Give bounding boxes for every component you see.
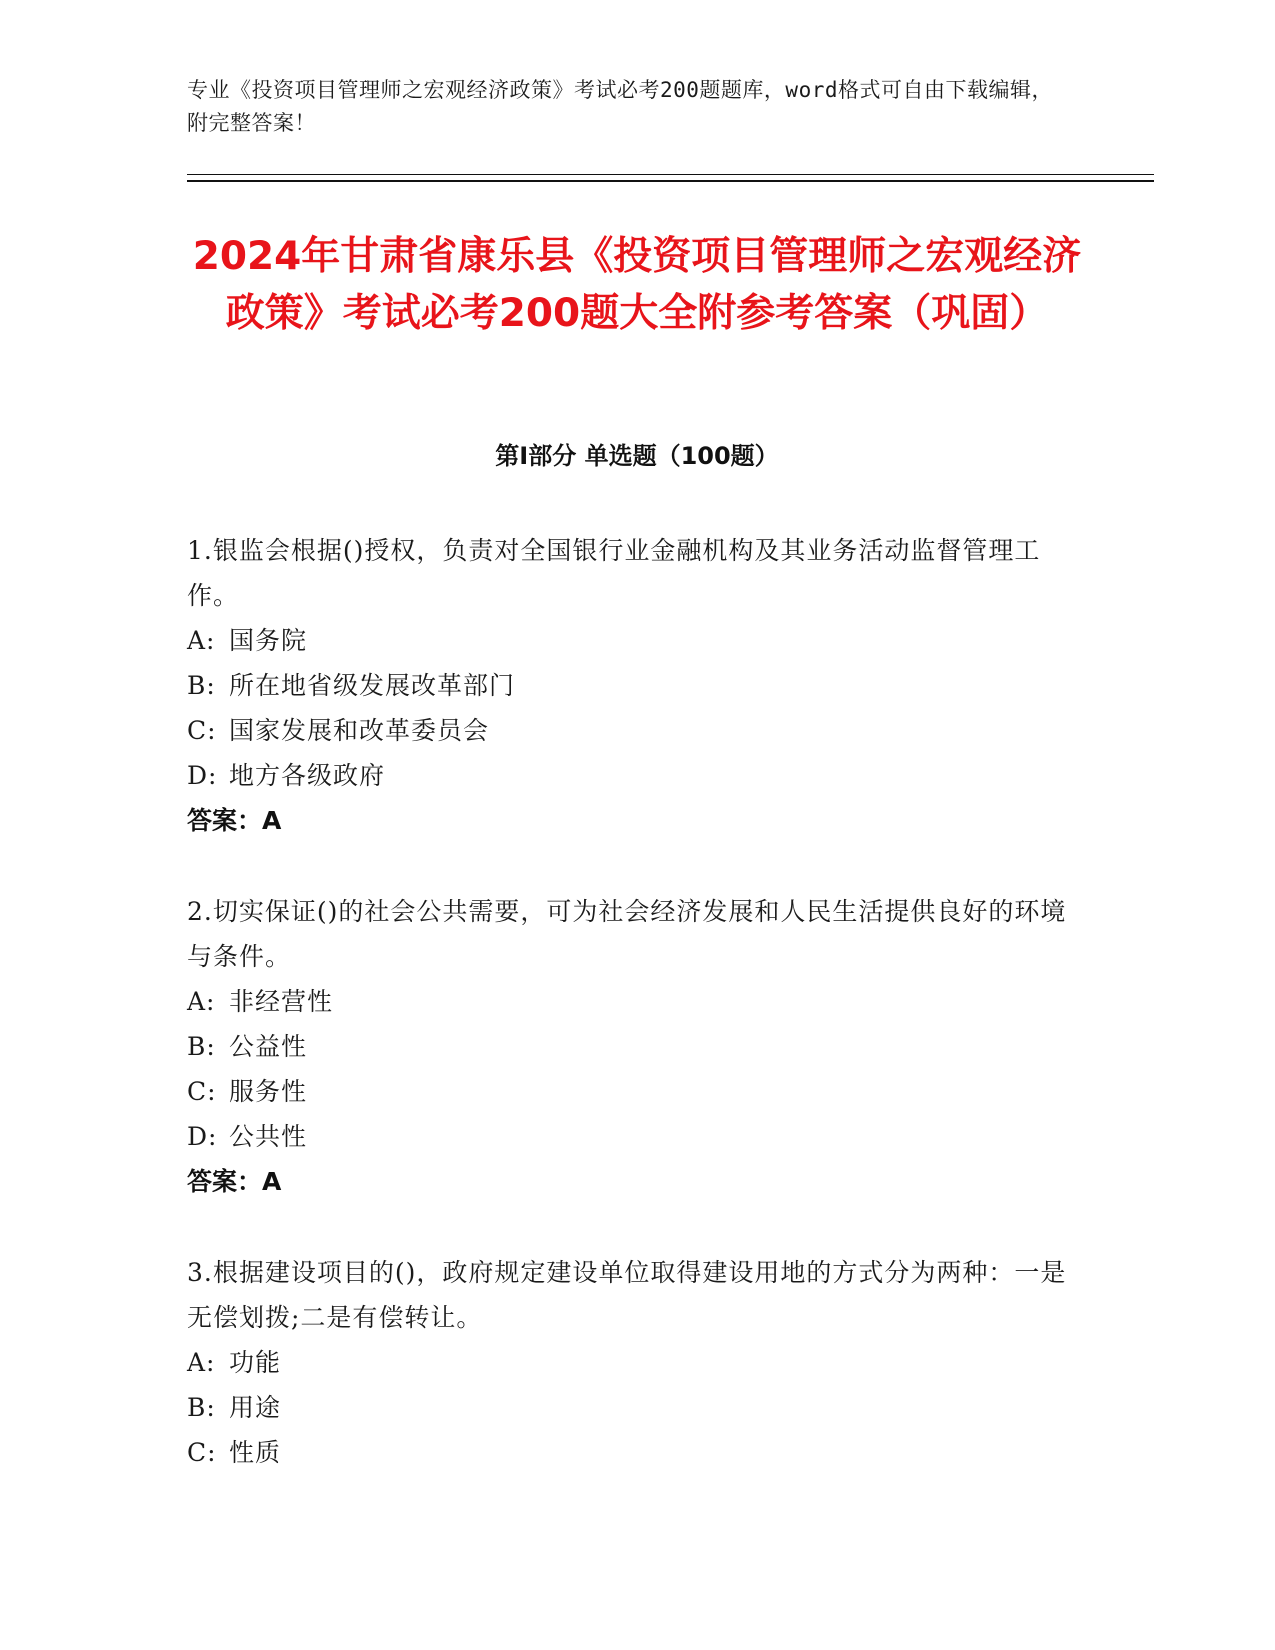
option-b bbox=[187, 1024, 1067, 1069]
option-c bbox=[187, 708, 1067, 753]
answer-label: 答案：A bbox=[187, 806, 282, 835]
option-text: 国家发展和改革委员会 bbox=[229, 716, 490, 745]
document-title: 2024年甘肃省康乐县《投资项目管理师之宏观经济政策》考试必考200题大全附参考答案（巩固） bbox=[192, 234, 1082, 336]
option-text: 公共性 bbox=[229, 1122, 308, 1151]
option-key: C: bbox=[187, 1077, 217, 1106]
option-text: 用途 bbox=[229, 1393, 282, 1422]
option-b bbox=[187, 663, 1067, 708]
section-heading: 第I部分 单选题（100题） bbox=[495, 442, 779, 470]
option-text: 所在地省级发展改革部门 bbox=[229, 671, 516, 700]
header-divider-thick bbox=[187, 180, 1154, 182]
question-list bbox=[187, 528, 1067, 1521]
option-a bbox=[187, 979, 1067, 1024]
option-key: A: bbox=[187, 987, 216, 1016]
question-1 bbox=[187, 528, 1067, 843]
option-key: B: bbox=[187, 671, 216, 700]
option-b bbox=[187, 1385, 1067, 1430]
question-stem: 2.切实保证()的社会公共需要，可为社会经济发展和人民生活提供良好的环境与条件。 bbox=[187, 897, 1067, 971]
option-d bbox=[187, 1114, 1067, 1159]
option-key: D: bbox=[187, 1122, 218, 1151]
question-2 bbox=[187, 889, 1067, 1204]
option-c bbox=[187, 1069, 1067, 1114]
option-text: 功能 bbox=[229, 1348, 282, 1377]
option-key: C: bbox=[187, 716, 217, 745]
option-key: D: bbox=[187, 761, 218, 790]
option-text: 服务性 bbox=[229, 1077, 308, 1106]
question-stem: 1.银监会根据()授权，负责对全国银行业金融机构及其业务活动监督管理工作。 bbox=[187, 536, 1041, 610]
question-stem: 3.根据建设项目的()，政府规定建设单位取得建设用地的方式分为两种：一是无偿划拨;二是有偿转让。 bbox=[187, 1258, 1067, 1332]
option-key: B: bbox=[187, 1393, 216, 1422]
option-c bbox=[187, 1430, 1067, 1475]
option-text: 非经营性 bbox=[229, 987, 334, 1016]
header-divider-thin bbox=[187, 174, 1154, 175]
option-key: C: bbox=[187, 1438, 217, 1467]
option-text: 国务院 bbox=[229, 626, 308, 655]
option-text: 地方各级政府 bbox=[229, 761, 386, 790]
option-a bbox=[187, 618, 1067, 663]
option-key: A: bbox=[187, 1348, 216, 1377]
option-text: 性质 bbox=[229, 1438, 282, 1467]
header-note: 专业《投资项目管理师之宏观经济政策》考试必考200题题库，word格式可自由下载编辑，附完整答案！ bbox=[187, 78, 1053, 135]
option-key: A: bbox=[187, 626, 216, 655]
option-text: 公益性 bbox=[229, 1032, 308, 1061]
answer-label: 答案：A bbox=[187, 1167, 282, 1196]
question-3 bbox=[187, 1250, 1067, 1475]
option-d bbox=[187, 753, 1067, 798]
option-key: B: bbox=[187, 1032, 216, 1061]
option-a bbox=[187, 1340, 1067, 1385]
